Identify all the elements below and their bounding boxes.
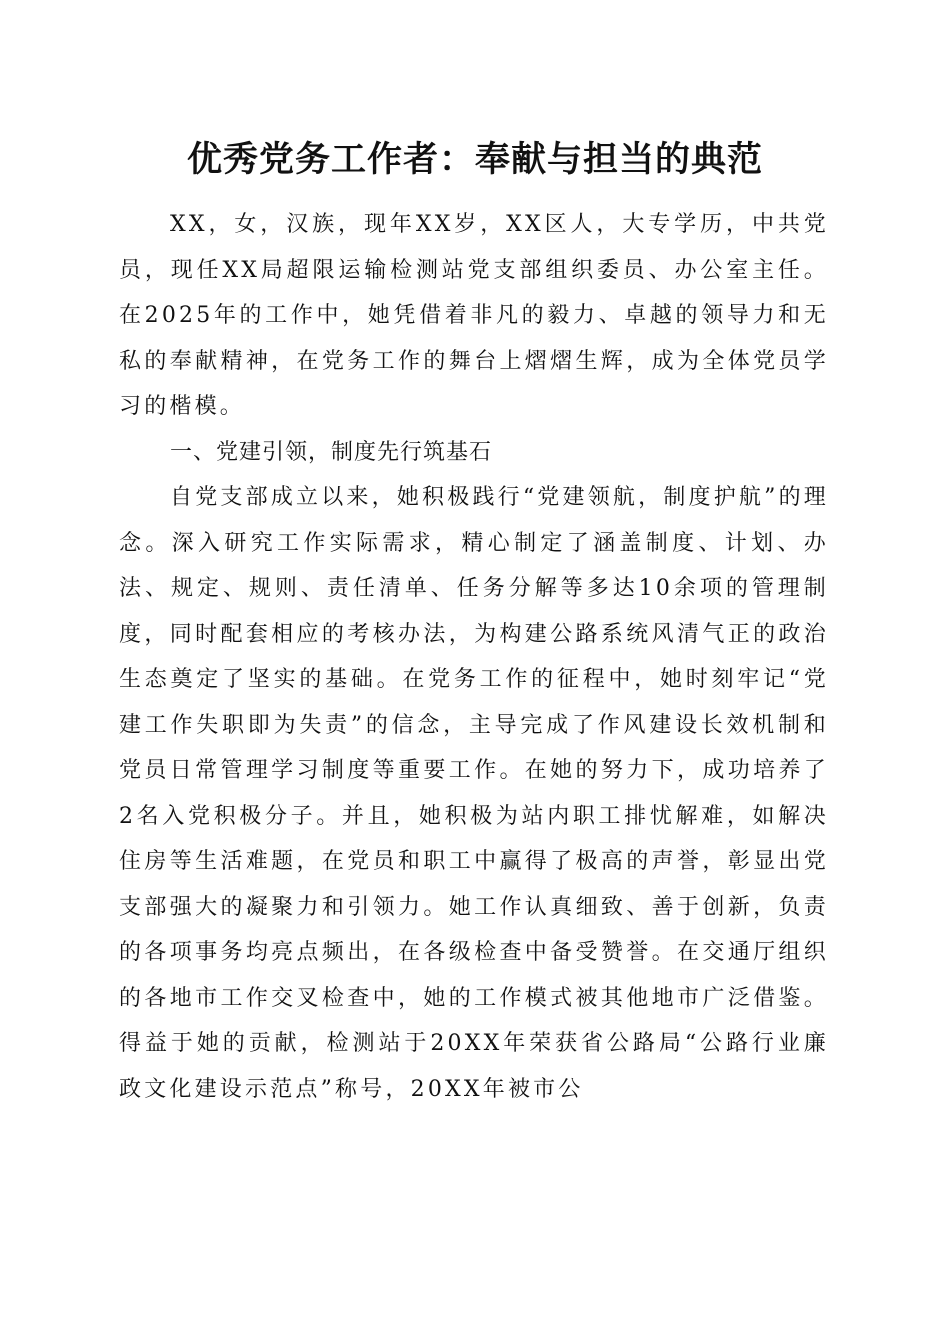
section-paragraph: 自党支部成立以来，她积极践行“党建领航，制度护航”的理念。深入研究工作实际需求，精心制定了涵盖制度、计划、办法、规定、规则、责任清单、任务分解等多达10余项的管理制度，同时配套相应的考核办法，为构建公路系统风清气正的政治生态奠定了坚实的基础。在党务工作的征程中，她时刻牢记“党建工作失职即为失责”的信念，主导完成了作风建设长效机制和党员日常管理学习制度等重要工作。在她的努力下，成功培养了2名入党积极分子。并且，她积极为站内职工排忧解难，如解决住房等生活难题，在党员和职工中赢得了极高的声誉，彰显出党支部强大的凝聚力和引领力。她工作认真细致、善于创新，负责的各项事务均亮点频出，在各级检查中备受赞誉。在交通厅组织的各地市工作交叉检查中，她的工作模式被其他地市广泛借鉴。得益于她的贡献，检测站于20XX年荣获省公路局“公路行业廉政文化建设示范点”称号，20XX年被市公 <box>119 485 829 1102</box>
document-title: 优秀党务工作者：奉献与担当的典范 <box>186 139 763 180</box>
intro-paragraph: XX，女，汉族，现年XX岁，XX区人，大专学历，中共党员，现任XX局超限运输检测站党支部组织委员、办公室主任。在2025年的工作中，她凭借着非凡的毅力、卓越的领导力和无私的奉献精神，在党务工作的舞台上熠熠生辉，成为全体党员学习的楷模。 <box>119 212 829 419</box>
document-body <box>119 202 829 1112</box>
section-heading: 一、党建引领，制度先行筑基石 <box>170 439 493 465</box>
